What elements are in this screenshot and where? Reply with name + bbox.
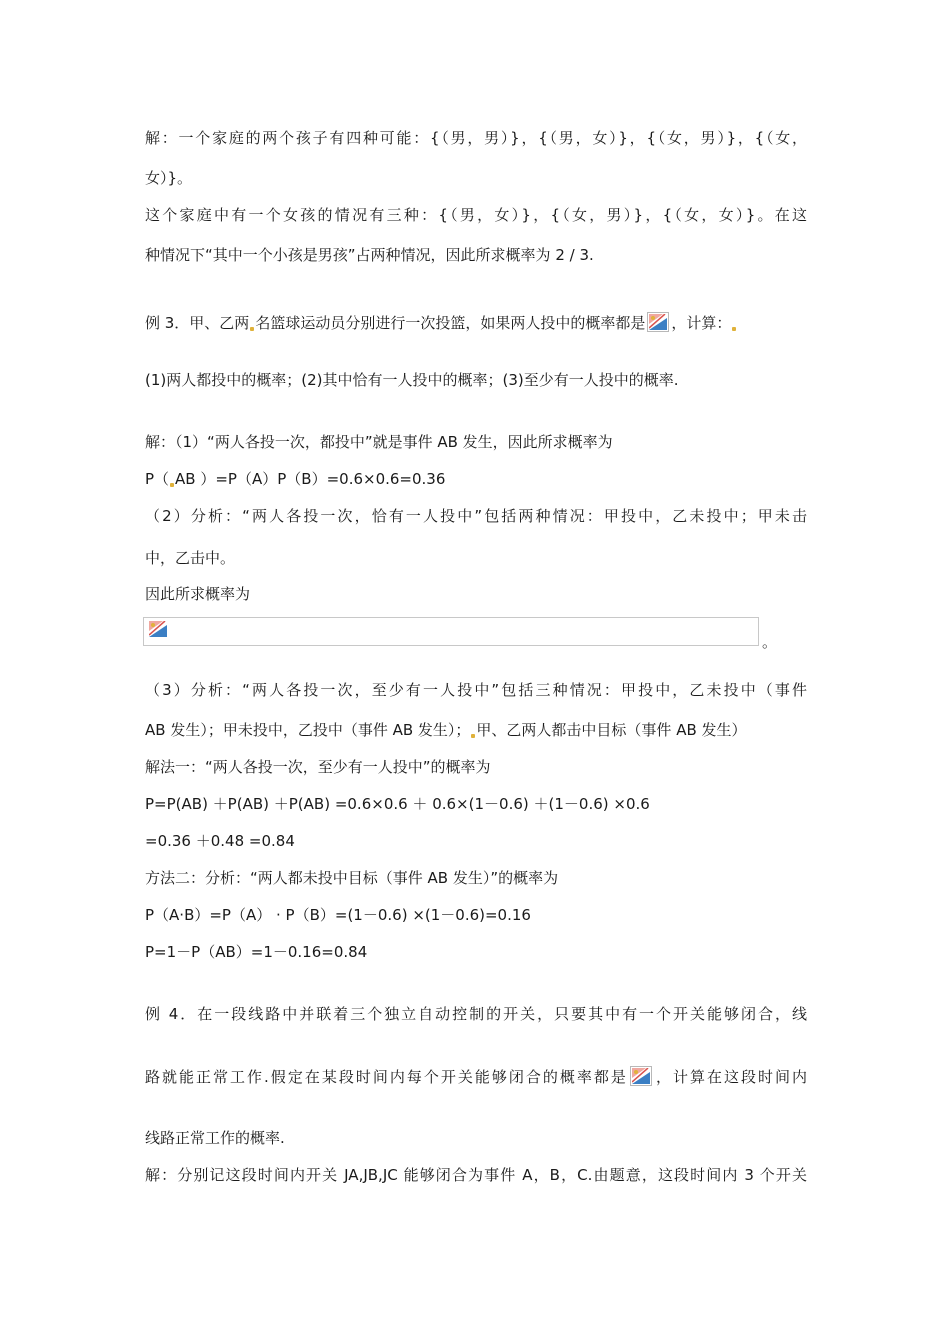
text-line-13: （3）分析：“两人各投一次，至少有一人投中”包括三种情况：甲投中，乙未投中（事件	[145, 681, 807, 699]
text-line-14	[145, 720, 747, 740]
formula-part-b: AB ）=P（A）P（B）=0.6×0.6=	[175, 470, 412, 488]
formula-part-c: 0.36	[412, 470, 446, 488]
text-line-24: 解：分别记这段时间内开关 JA,JB,JC 能够闭合为事件 A，B，C.由题意，这段时间内 3 个开关	[145, 1166, 807, 1184]
text-line-19: P（A·B）=P（A） · P（B）=(1－0.6) ×(1－0.6)=0.16	[145, 906, 531, 924]
text-line-2: 女）}。	[145, 169, 193, 187]
broken-image-icon	[630, 1066, 652, 1086]
text-line-20: P=1－P（AB）=1－0.16=0.84	[145, 943, 368, 961]
text-line-11: 因此所求概率为	[145, 585, 251, 603]
text-line-4: 种情况下“其中一个小孩是男孩”占两种情况，因此所求概率为 2 / 3.	[145, 246, 594, 264]
formula-period: 。	[762, 633, 778, 651]
text-line-6: (1)两人都投中的概率；(2)其中恰有一人投中的概率；(3)至少有一人投中的概率.	[145, 371, 679, 389]
text-line-22-b: ，计算在这段时间内	[653, 1068, 807, 1086]
edit-marker	[170, 483, 174, 487]
formula-image-frame	[143, 617, 759, 646]
formula-part-a: P（	[145, 470, 170, 488]
example-3-text-a: 例 3．甲、乙两	[145, 314, 250, 332]
text-line-23: 线路正常工作的概率.	[145, 1129, 285, 1147]
text-line-10: 中，乙击中。	[145, 549, 236, 567]
example-3-heading	[145, 312, 737, 333]
text-line-17: =0.36 ＋0.48 =0.84	[145, 832, 295, 850]
broken-image-icon	[647, 312, 669, 332]
text-line-7: 解：（1）“两人各投一次，都投中”就是事件 AB 发生，因此所求概率为	[145, 433, 613, 451]
edit-marker	[250, 327, 254, 331]
example-3-text-b: 名篮球运动员分别进行一次投篮，如果两人投中的概率都是	[255, 314, 646, 332]
example-3-text-c: ，计算：	[671, 314, 732, 332]
broken-image-icon	[148, 620, 170, 640]
edit-marker	[732, 327, 736, 331]
text-line-15: 解法一：“两人各投一次，至少有一人投中”的概率为	[145, 758, 491, 776]
text-line-3: 这个家庭中有一个女孩的情况有三种：{（男，女）}，{（女，男）}，{（女，女）}。在这	[145, 206, 807, 224]
text-line-1: 解：一个家庭的两个孩子有四种可能：{（男，男）}，{（男，女）}，{（女，男）}，{（女，	[145, 129, 807, 147]
text-line-14-b: 甲、乙两人都击中目标（事件 AB 发生）	[476, 721, 747, 739]
text-line-22	[145, 1066, 807, 1087]
example-4-heading: 例 4．在一段线路中并联着三个独立自动控制的开关，只要其中有一个开关能够闭合，线	[145, 1005, 807, 1023]
text-line-9: （2）分析：“两人各投一次，恰有一人投中”包括两种情况：甲投中，乙未投中；甲未击	[145, 507, 807, 525]
text-line-8	[145, 469, 445, 489]
text-line-18: 方法二：分析：“两人都未投中目标（事件 AB 发生）”的概率为	[145, 869, 559, 887]
text-line-14-a: AB 发生）；甲未投中，乙投中（事件 AB 发生）；	[145, 721, 471, 739]
text-line-16: P=P(AB) ＋P(AB) ＋P(AB) =0.6×0.6 ＋ 0.6×(1－0.6) ＋(1－0.6) ×0.6	[145, 795, 650, 813]
edit-marker	[471, 734, 475, 738]
text-line-22-a: 路就能正常工作.假定在某段时间内每个开关能够闭合的概率都是	[145, 1068, 628, 1086]
